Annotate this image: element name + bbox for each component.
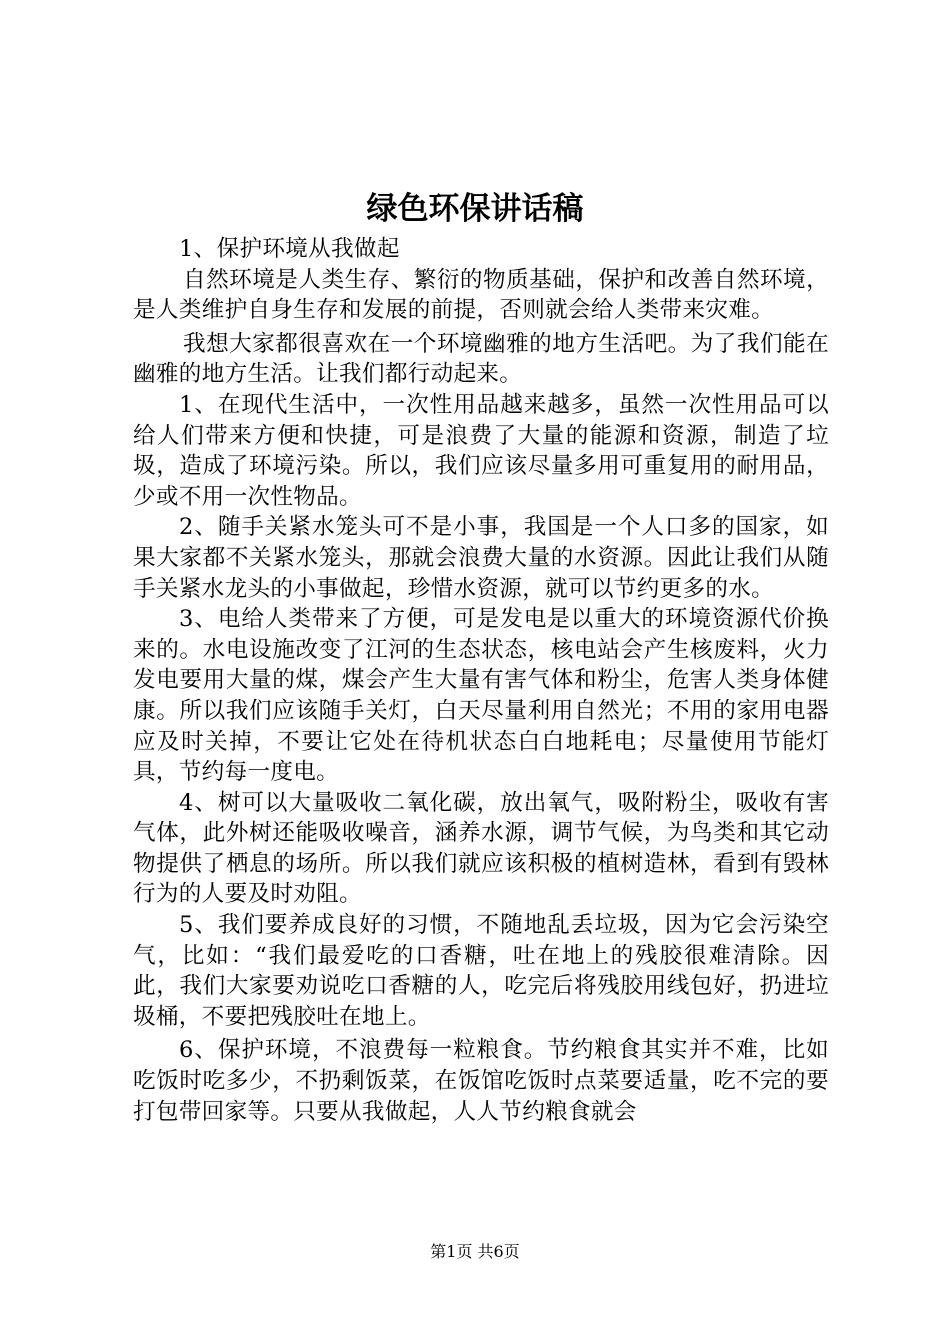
section-heading: 1、保护环境从我做起: [179, 236, 400, 262]
paragraph-item-1: 1、在现代生活中，一次性用品越来越多，虽然一次性用品可以给人们带来方便和快捷，可是浪费了大量的能源和资源，制造了垃圾，造成了环境污染。所以，我们应该尽量多用可重复用的耐用品，少或不用一次性物品。: [133, 391, 829, 510]
document-title: 绿色环保讲话稿: [366, 191, 584, 227]
paragraph-item-2: 2、随手关紧水笼头可不是小事，我国是一个人口多的国家，如果大家都不关紧水笼头，那就会浪费大量的水资源。因此让我们从随手关紧水龙头的小事做起，珍惜水资源，就可以节约更多的水。: [133, 514, 829, 602]
paragraph-item-3: 3、电给人类带来了方便，可是发电是以重大的环境资源代价换来的。水电设施改变了江河的生态状态，核电站会产生核废料，火力发电要用大量的煤，煤会产生大量有害气体和粉尘，危害人类身体健康。所以我们应该随手关灯，白天尽量利用自然光；不用的家用电器应及时关掉，不要让它处在待机状态白白地耗电；尽量使用节能灯具，节约每一度电。: [133, 606, 829, 786]
page-number-footer: 第1页 共6页: [430, 1242, 520, 1261]
document-body: [133, 234, 829, 1127]
paragraph-call-to-action: 我想大家都很喜欢在一个环境幽雅的地方生活吧。为了我们能在幽雅的地方生活。让我们都行动起来。: [133, 330, 829, 388]
paragraph-item-4: 4、树可以大量吸收二氧化碳，放出氧气，吸附粉尘，吸收有害气体，此外树还能吸收噪音，涵养水源，调节气候，为鸟类和其它动物提供了栖息的场所。所以我们就应该积极的植树造林，看到有毁林行为的人要及时劝阻。: [133, 789, 829, 908]
paragraph-item-5: 5、我们要养成良好的习惯，不随地乱丢垃圾，因为它会污染空气，比如：“我们最爱吃的口香糖，吐在地上的残胶很难清除。因此，我们大家要劝说吃口香糖的人，吃完后将残胶用线包好，扔进垃圾桶，不要把残胶吐在地上。: [133, 912, 829, 1030]
paragraph-item-6: 6、保护环境，不浪费每一粒粮食。节约粮食其实并不难，比如吃饭时吃多少，不扔剩饭菜，在饭馆吃饭时点菜要适量，吃不完的要打包带回家等。只要从我做起，人人节约粮食就会: [133, 1037, 829, 1125]
paragraph-intro: 自然环境是人类生存、繁衍的物质基础，保护和改善自然环境，是人类维护自身生存和发展的前提，否则就会给人类带来灾难。: [133, 266, 829, 324]
